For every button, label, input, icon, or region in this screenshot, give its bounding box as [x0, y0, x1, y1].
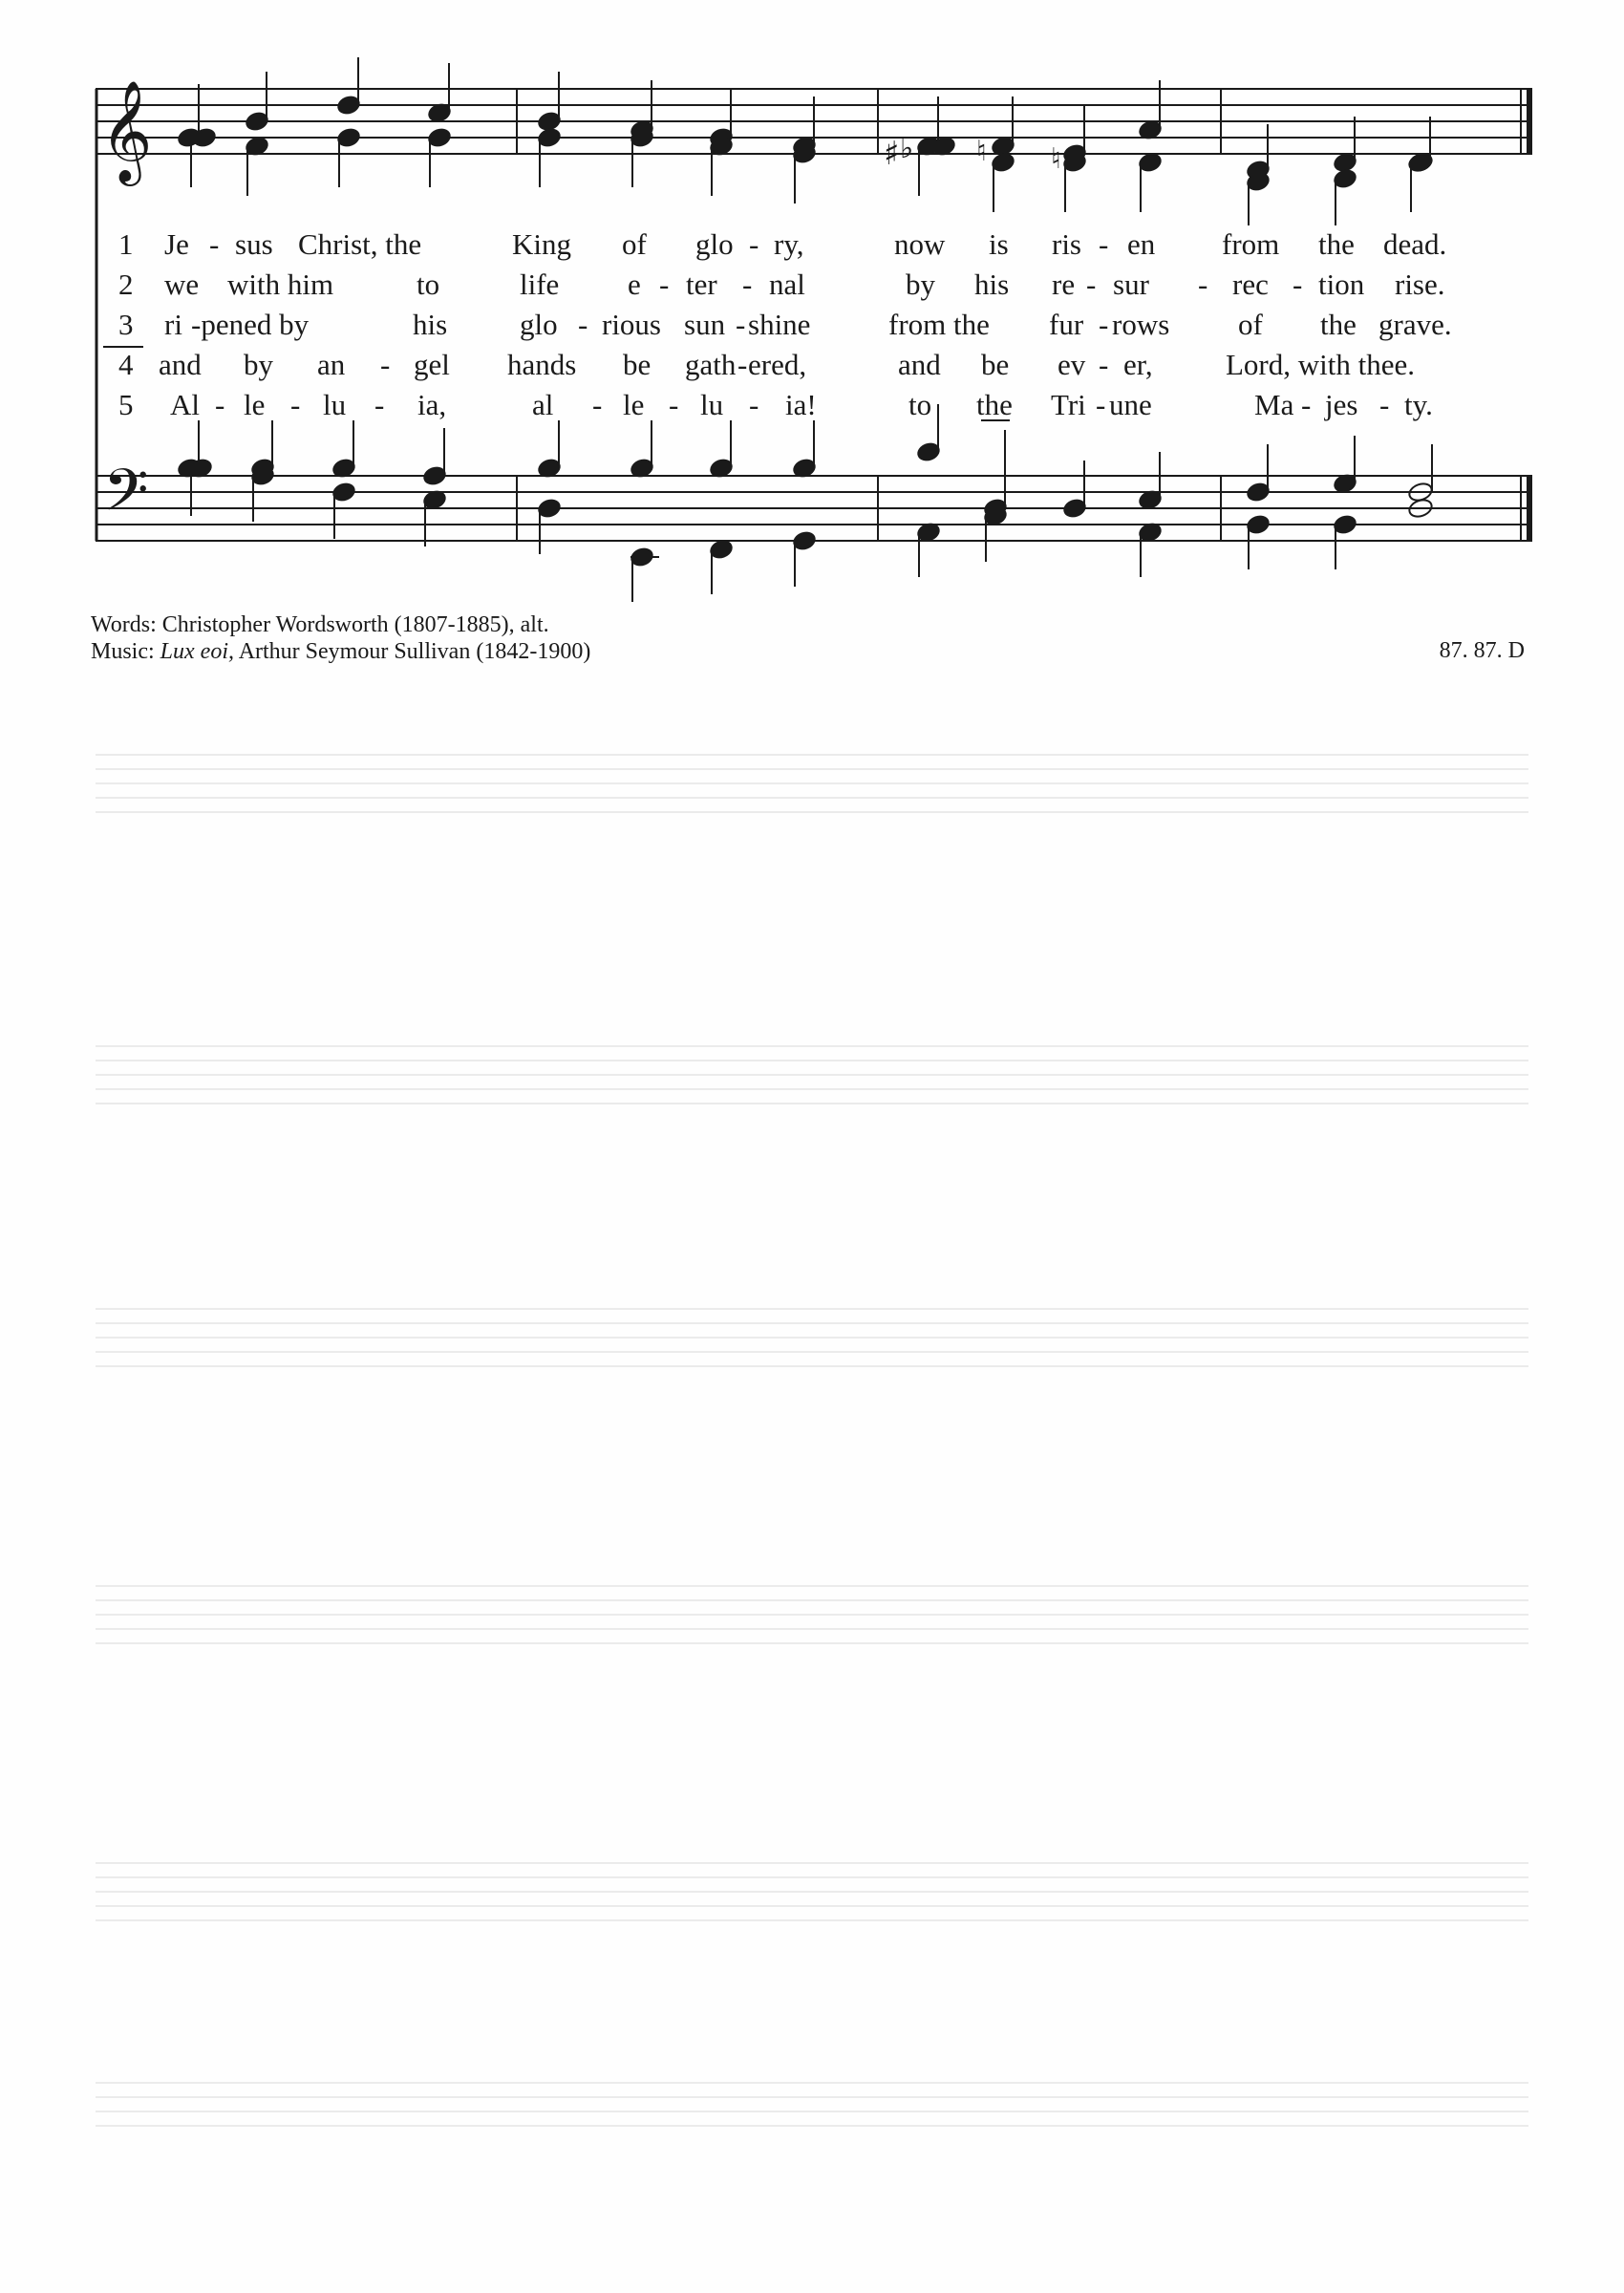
treble-clef-icon: 𝄞 — [100, 79, 153, 182]
lyric-syllable: of — [1238, 308, 1263, 341]
lyric-syllable: an — [317, 348, 346, 381]
lyric-syllable: from — [1222, 227, 1280, 261]
lyric-syllable: grave. — [1378, 308, 1452, 341]
natural-icon: ♮ — [976, 135, 987, 168]
lyric-hyphen: - — [1099, 348, 1109, 381]
lyric-syllable: rec — [1232, 268, 1269, 301]
lyric-syllable: Al — [170, 388, 200, 421]
lyric-hyphen: - — [1379, 388, 1390, 421]
lyric-syllable: the — [1318, 227, 1355, 261]
lyric-hyphen: - — [1198, 268, 1208, 301]
lyric-hyphen: - — [742, 268, 753, 301]
lyric-syllable: his — [413, 308, 448, 341]
lyric-syllable: to — [908, 388, 932, 421]
lyric-syllable: tion — [1318, 268, 1365, 301]
lyric-hyphen: - — [374, 388, 385, 421]
lyric-syllable: jes — [1325, 388, 1358, 421]
lyric-hyphen: - — [380, 348, 391, 381]
lyric-syllable: nal — [769, 268, 805, 301]
lyric-syllable: be — [981, 348, 1010, 381]
lyric-syllable: ter — [686, 268, 717, 301]
lyric-syllable: King — [512, 227, 571, 261]
lyric-syllable: life — [520, 268, 560, 301]
lyric-hyphen: - — [1096, 388, 1106, 421]
verse-number: 3 — [118, 308, 134, 341]
verse-number: 4 — [118, 348, 134, 381]
lyric-syllable: ered, — [748, 348, 807, 381]
bass-notes — [177, 404, 1434, 602]
lyric-syllable: glo — [695, 227, 734, 261]
lyric-hyphen: - — [659, 268, 670, 301]
lyric-syllable: we — [164, 268, 200, 301]
lyric-hyphen: - — [1099, 308, 1109, 341]
lyric-hyphen: - — [749, 227, 759, 261]
music-credit — [91, 638, 590, 665]
lyric-syllable: ia, — [417, 388, 447, 421]
lyric-syllable: now — [894, 227, 946, 261]
lyric-syllable: to — [417, 268, 440, 301]
lyric-syllable: be — [623, 348, 652, 381]
lyric-syllable: rious — [602, 308, 661, 341]
lyric-syllable: glo — [520, 308, 558, 341]
hymn-meter: 87. 87. D — [1439, 638, 1525, 663]
lyric-syllable: -pened by — [191, 308, 310, 341]
verse-number: 5 — [118, 388, 134, 421]
lyric-syllable: ia! — [785, 388, 817, 421]
lyric-syllable: ris — [1052, 227, 1081, 261]
lyric-hyphen: - — [215, 388, 225, 421]
lyric-syllable: re — [1052, 268, 1076, 301]
sharp-icon: ♯ — [884, 135, 900, 173]
verse-number: 1 — [118, 227, 134, 261]
lyric-syllable: dead. — [1383, 227, 1447, 261]
lyric-syllable: Tri — [1051, 388, 1086, 421]
lyric-syllable: with him — [227, 268, 334, 301]
lyric-syllable: is — [989, 227, 1009, 261]
words-credit — [91, 611, 590, 638]
lyric-syllable: from the — [888, 308, 990, 341]
lyric-syllable: by — [906, 268, 935, 301]
lyric-syllable: gel — [414, 348, 450, 381]
bass-clef-icon: 𝄢 — [103, 457, 149, 539]
hymn-credits — [91, 611, 590, 665]
lyric-syllable: le — [244, 388, 266, 421]
lyric-syllable: gath — [685, 348, 737, 381]
lyric-syllable: and — [898, 348, 941, 381]
lyric-syllable: une — [1109, 388, 1152, 421]
lyric-syllable: Je — [164, 227, 189, 261]
lyric-syllable: sus — [235, 227, 273, 261]
lyric-hyphen: - — [1086, 268, 1097, 301]
lyric-hyphen: - — [1301, 388, 1312, 421]
lyric-syllable: Christ, the — [298, 227, 422, 261]
lyric-syllable: shine — [748, 308, 811, 341]
lyric-syllable: the — [976, 388, 1013, 421]
lyric-syllable: sun — [684, 308, 726, 341]
lyric-syllable: ri — [164, 308, 182, 341]
lyric-syllable: en — [1127, 227, 1156, 261]
lyric-syllable: of — [622, 227, 647, 261]
music-composer: Arthur Seymour Sullivan (1842-1900) — [238, 639, 591, 664]
lyric-syllable: hands — [507, 348, 577, 381]
lyric-hyphen: - — [669, 388, 679, 421]
lyric-syllable: his — [974, 268, 1010, 301]
lyric-hyphen: - — [737, 348, 748, 381]
lyric-syllable: e — [628, 268, 641, 301]
lyric-syllable: ty. — [1404, 388, 1433, 421]
lyric-syllable: er, — [1123, 348, 1153, 381]
lyric-hyphen: - — [749, 388, 759, 421]
lyric-hyphen: - — [1293, 268, 1303, 301]
lyric-syllable: lu — [700, 388, 724, 421]
lyric-hyphen: - — [578, 308, 588, 341]
lyric-hyphen: - — [290, 388, 301, 421]
words-author: Christopher Wordsworth (1807-1885), alt. — [161, 612, 549, 637]
lyric-hyphen: - — [592, 388, 603, 421]
lyric-syllable: ev — [1058, 348, 1086, 381]
flat-icon: ♭ — [900, 132, 914, 165]
natural-icon: ♮ — [1051, 142, 1061, 176]
lyric-syllable: by — [244, 348, 273, 381]
lyric-syllable: al — [532, 388, 554, 421]
music-label: Music: — [91, 639, 155, 664]
tune-name: Lux eoi, — [160, 639, 234, 664]
verse-number: 2 — [118, 268, 134, 301]
lyric-hyphen: - — [209, 227, 220, 261]
lyric-hyphen: - — [1099, 227, 1109, 261]
lyric-syllable: and — [159, 348, 202, 381]
lyric-syllable: ry, — [774, 227, 804, 261]
lyric-syllable: rows — [1112, 308, 1170, 341]
lyric-syllable: Lord, with thee. — [1226, 348, 1416, 381]
treble-notes — [177, 57, 1434, 225]
lyric-syllable: rise. — [1395, 268, 1445, 301]
lyric-syllable: the — [1320, 308, 1357, 341]
lyric-syllable: fur — [1049, 308, 1084, 341]
lyric-syllable: le — [623, 388, 645, 421]
words-label: Words: — [91, 612, 157, 637]
lyric-hyphen: - — [736, 308, 746, 341]
lyric-syllable: Ma — [1254, 388, 1294, 421]
lyric-syllable: sur — [1113, 268, 1149, 301]
lyric-syllable: lu — [323, 388, 347, 421]
